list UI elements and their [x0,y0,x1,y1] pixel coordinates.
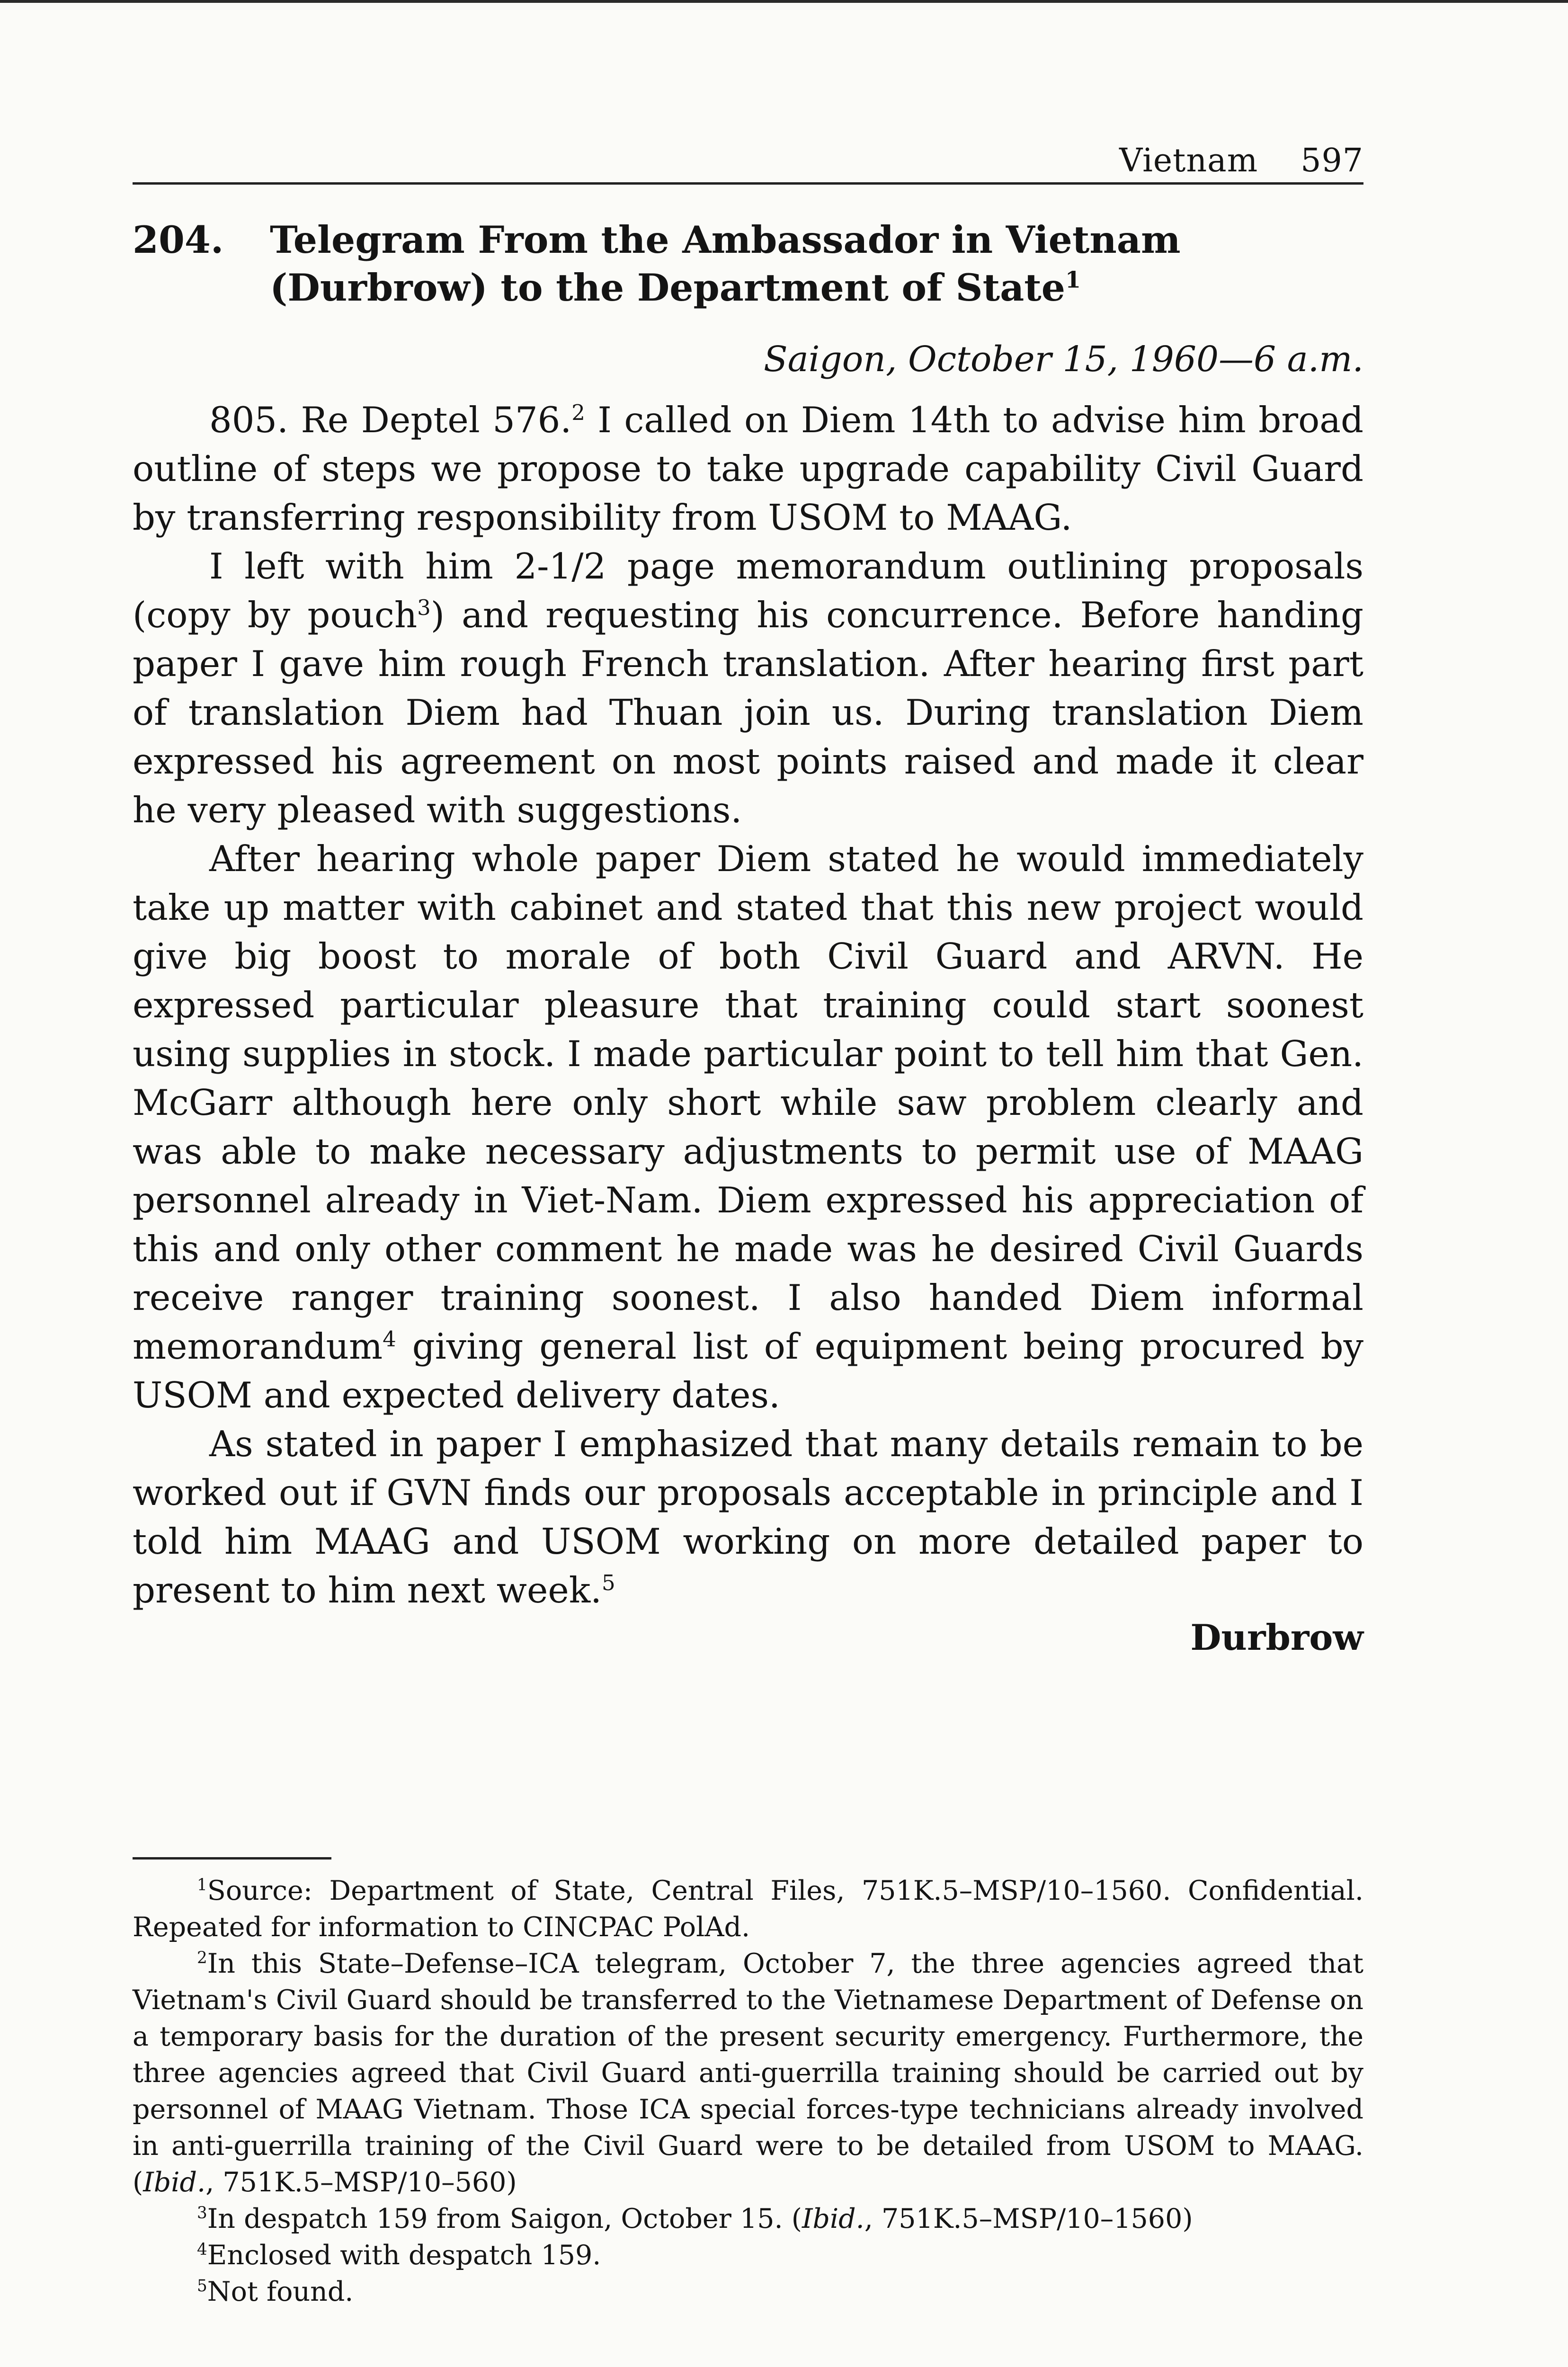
footnote-divider [133,1857,331,1860]
footnote-2 [133,1946,1363,2201]
footnote-3-text: In despatch 159 from Saigon, October 15. ( [207,2203,802,2234]
footnotes [133,1873,1363,2310]
paragraph-1 [133,396,1363,542]
dateline: Saigon, October 15, 1960—6 a.m. [763,339,1363,380]
paragraph-3-lead: After hearing whole paper Diem stated he would immediately take up matter with cabinet and stated that this new project would give big boost to morale of both Civil Guard and ARVN. He expressed particular pleasure that training could start soonest using supplies in stock. I made particular point to tell him that Gen. McGarr although here only short while saw problem clearly and was able to make necessary adjustments to permit use of MAAG personnel already in Viet-Nam. Diem expressed his appreciation of this and only other comment he made was he desired Civil Guards receive ranger training soonest. I also handed Diem informal memorandum [133,838,1363,1367]
footnote-2-mark: 2 [197,1949,207,1967]
footnote-ref-1[interactable]: 1 [1065,267,1081,294]
footnote-5-mark: 5 [197,2277,207,2296]
footnote-4-mark: 4 [197,2240,207,2259]
paragraph-3-text: giving general list of equipment being procured by USOM and expected delivery dates. [133,1326,1363,1416]
paragraph-4-text: As stated in paper I emphasized that many details remain to be worked out if GVN finds our proposals acceptable in principle and I told him MAAG and USOM working on more detailed paper to present to him next week. [133,1423,1363,1611]
footnote-3-citation: , 751K.5–MSP/10–1560) [864,2203,1193,2234]
footnote-1 [133,1873,1363,1946]
footnote-3-ibid: Ibid. [802,2203,864,2234]
paragraph-2-lead: I left with him 2-1/2 page memorandum outlining proposals (copy by pouch [133,545,1363,636]
document-title-text: Telegram From the Ambassador in Vietnam (Durbrow) to the Department of State [270,218,1181,310]
footnote-5-text: Not found. [207,2276,354,2307]
footnote-1-text: Source: Department of State, Central Files, 751K.5–MSP/10–1560. Confidential. Repeated for information to CINCPAC PolAd. [133,1875,1363,1943]
scan-edge-line [0,0,1568,3]
document-number: 204. [133,218,224,262]
footnote-2-text: In this State–Defense–ICA telegram, October 7, the three agencies agreed that Vietnam's Civil Guard should be transferred to the Vietnamese Department of Defense on a temporary basis for the duration of the present security emergency. Furthermore, the three agencies agreed that Civil Guard anti-guerrilla training should be carried out by personnel of MAAG Vietnam. Those ICA special forces-type technicians already involved in anti-guerrilla training of the Civil Guard were to be detailed from USOM to MAAG. ( [133,1948,1363,2198]
paragraph-2 [133,542,1363,835]
footnote-ref-4[interactable]: 4 [383,1326,396,1352]
running-head-section: Vietnam [1119,142,1258,179]
footnote-1-mark: 1 [197,1876,207,1895]
footnote-ref-3[interactable]: 3 [417,595,431,620]
footnote-ref-5[interactable]: 5 [602,1570,615,1595]
footnote-2-citation: , 751K.5–MSP/10–560) [205,2167,517,2198]
footnote-4-text: Enclosed with despatch 159. [207,2240,601,2271]
footnote-3 [133,2201,1363,2237]
running-head [133,142,1363,185]
paragraph-2-text: ) and requesting his concurrence. Before handing paper I gave him rough French translation. After hearing first part of translation Diem had Thuan join us. During translation Diem expressed his agreement on most points raised and made it clear he very pleased with suggestions. [133,594,1363,831]
document-heading [133,216,1363,311]
telegram-body [133,396,1363,1615]
paragraph-4 [133,1420,1363,1615]
paragraph-1-text: I called on Diem 14th to advise him broad outline of steps we propose to take upgrade capability Civil Guard by transferring responsibility from USOM to MAAG. [133,399,1363,538]
paragraph-1-lead: 805. Re Deptel 576. [209,399,572,441]
footnote-ref-2[interactable]: 2 [571,400,585,425]
footnote-5 [133,2274,1363,2310]
paragraph-3 [133,835,1363,1420]
footnote-4 [133,2237,1363,2274]
page-number: 597 [1301,142,1363,179]
document-title [270,216,1363,311]
footnote-2-ibid: Ibid. [143,2167,206,2198]
footnote-3-mark: 3 [197,2204,207,2223]
document-page [133,142,1363,2310]
signature: Durbrow [1190,1617,1363,1658]
